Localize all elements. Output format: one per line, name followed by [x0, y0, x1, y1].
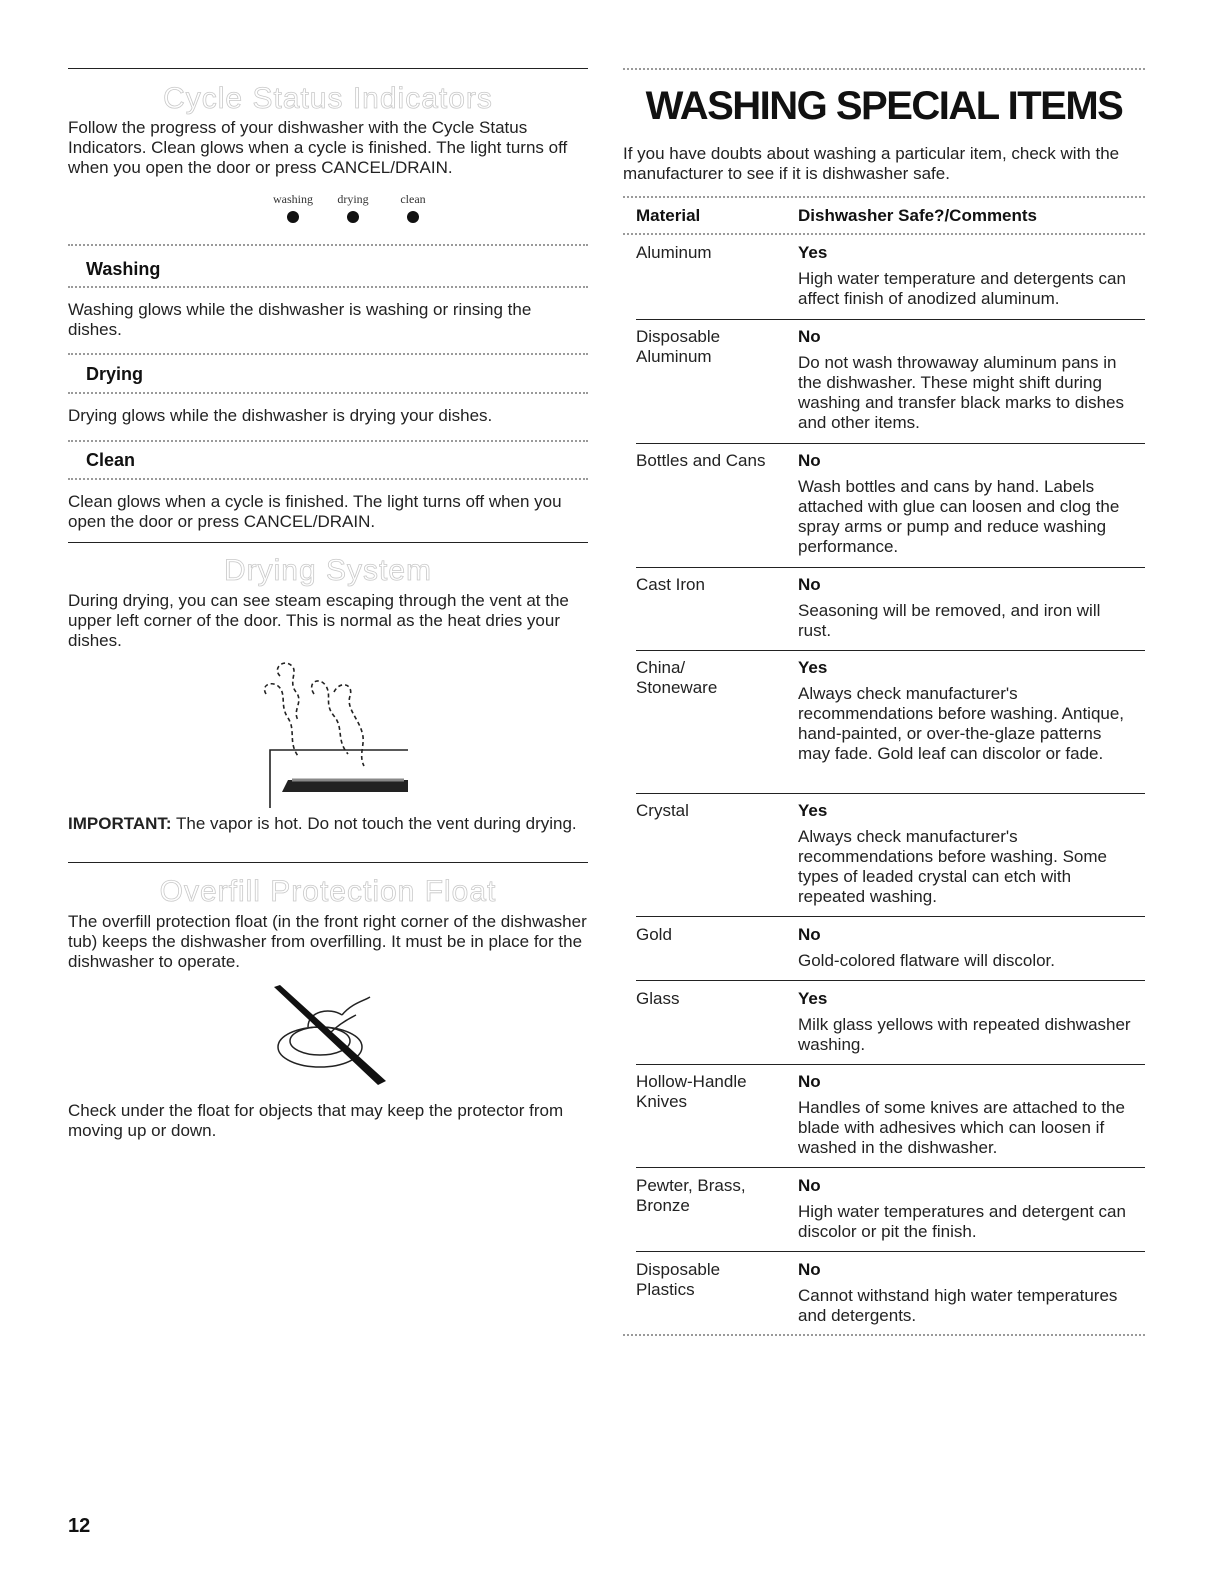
overfill-title: Overfill Protection Float: [159, 875, 497, 908]
comment-cell: Wash bottles and cans by hand. Labels attached with glue can loosen and clog the spray arms or pump and reduce washing performance.: [798, 477, 1120, 556]
comment-cell: Gold-colored flatware will discolor.: [798, 951, 1055, 970]
answer-cell: No: [798, 925, 821, 944]
row-rule: [636, 1251, 1145, 1252]
clean-text: Clean glows when a cycle is finished. The light turns off when you open the door or press CANCEL/DRAIN.: [68, 492, 562, 531]
row-rule: [636, 1167, 1145, 1168]
washing-text: Washing glows while the dishwasher is washing or rinsing the dishes.: [68, 300, 532, 339]
table-header-bottom-rule: [623, 233, 1145, 235]
indicator-washing: [263, 192, 323, 223]
material-cell: China/ Stoneware: [636, 658, 718, 697]
important-text: The vapor is hot. Do not touch the vent during drying.: [171, 814, 577, 833]
material-cell: Pewter, Brass, Bronze: [636, 1176, 746, 1215]
indicator-label: drying: [337, 192, 369, 206]
material-cell: Gold: [636, 925, 672, 944]
table-bottom-divider: [623, 1334, 1145, 1336]
comment-cell: Seasoning will be removed, and iron will rust.: [798, 601, 1101, 640]
answer-cell: No: [798, 327, 821, 346]
material-cell: Hollow-Handle Knives: [636, 1072, 747, 1111]
answer-cell: Yes: [798, 243, 828, 262]
cycle-indicators: [263, 192, 513, 232]
divider: [68, 440, 588, 442]
top-rule: [68, 68, 588, 69]
steam-vent-icon: [258, 658, 408, 808]
material-cell: Crystal: [636, 801, 689, 820]
row-rule: [636, 793, 1145, 794]
indicator-label: washing: [273, 192, 313, 206]
row-rule: [636, 443, 1145, 444]
material-cell: Cast Iron: [636, 575, 705, 594]
comment-cell: Always check manufacturer's recommendations before washing. Antique, hand-painted, or over-the-glaze patterns may fade. Gold leaf can discolor or fade.: [798, 684, 1125, 763]
indicator-light: [287, 211, 299, 223]
indicator-light: [407, 211, 419, 223]
indicator-clean: [383, 192, 443, 223]
drying-system-text: During drying, you can see steam escaping through the vent at the upper left corner of the door. This is normal as the heat dries your dishes.: [68, 591, 569, 650]
row-rule: [636, 1064, 1145, 1065]
cycle-status-intro: Follow the progress of your dishwasher with the Cycle Status Indicators. Clean glows when a cycle is finished. The light turns off when you open the door or press CANCEL/DRAIN.: [68, 118, 568, 177]
cycle-status-title: Cycle Status Indicators: [163, 82, 493, 115]
comment-cell: Always check manufacturer's recommendations before washing. Some types of leaded crystal can etch with repeated washing.: [798, 827, 1107, 906]
section-rule: [68, 542, 588, 543]
important-note: [68, 814, 588, 834]
column-header-safe: Dishwasher Safe?/Comments: [798, 206, 1038, 225]
row-rule: [636, 916, 1145, 917]
material-cell: Glass: [636, 989, 680, 1008]
indicator-light: [347, 211, 359, 223]
page-title: WASHING SPECIAL ITEMS: [645, 84, 1123, 128]
row-rule: [636, 567, 1145, 568]
answer-cell: No: [798, 1260, 821, 1279]
clean-heading: Clean: [86, 450, 136, 470]
divider: [68, 478, 588, 480]
answer-cell: No: [798, 1176, 821, 1195]
table-header-top-rule: [623, 196, 1145, 198]
divider: [68, 286, 588, 288]
row-rule: [636, 980, 1145, 981]
divider: [68, 353, 588, 355]
answer-cell: Yes: [798, 801, 828, 820]
answer-cell: Yes: [798, 658, 828, 677]
row-rule: [636, 650, 1145, 651]
answer-cell: Yes: [798, 989, 828, 1008]
important-label: IMPORTANT:: [68, 814, 172, 833]
material-cell: Aluminum: [636, 243, 712, 262]
overfill-float-icon: [268, 985, 388, 1085]
indicator-label: clean: [400, 192, 426, 206]
section-rule: [68, 862, 588, 863]
answer-cell: No: [798, 451, 821, 470]
comment-cell: Milk glass yellows with repeated dishwasher washing.: [798, 1015, 1131, 1054]
drying-heading: Drying: [86, 364, 144, 384]
comment-cell: High water temperatures and detergent can discolor or pit the finish.: [798, 1202, 1126, 1241]
material-cell: Disposable Plastics: [636, 1260, 721, 1299]
answer-cell: No: [798, 575, 821, 594]
material-cell: Bottles and Cans: [636, 451, 766, 470]
column-header-material: Material: [636, 206, 701, 225]
divider: [68, 392, 588, 394]
comment-cell: Cannot withstand high water temperatures and detergents.: [798, 1286, 1118, 1325]
row-rule: [636, 319, 1145, 320]
comment-cell: Handles of some knives are attached to the blade with adhesives which can loosen if washed in the dishwasher.: [798, 1098, 1125, 1157]
page-number: 12: [68, 1515, 91, 1537]
drying-text: Drying glows while the dishwasher is drying your dishes.: [68, 406, 493, 425]
washing-items-intro: If you have doubts about washing a particular item, check with the manufacturer to see if it is dishwasher safe.: [623, 144, 1120, 183]
washing-heading: Washing: [86, 259, 161, 279]
indicator-drying: [323, 192, 383, 223]
divider: [68, 244, 588, 246]
material-cell: Disposable Aluminum: [636, 327, 721, 366]
float-check-text: Check under the float for objects that may keep the protector from moving up or down.: [68, 1101, 564, 1140]
comment-cell: Do not wash throwaway aluminum pans in the dishwasher. These might shift during washing and transfer black marks to dishes and other items.: [798, 353, 1124, 432]
answer-cell: No: [798, 1072, 821, 1091]
comment-cell: High water temperature and detergents can affect finish of anodized aluminum.: [798, 269, 1126, 308]
top-divider: [623, 68, 1145, 70]
overfill-text: The overfill protection float (in the front right corner of the dishwasher tub) keeps the dishwasher from overfilling. It must be in place for the dishwasher to operate.: [68, 912, 587, 971]
drying-system-title: Drying System: [223, 554, 433, 587]
